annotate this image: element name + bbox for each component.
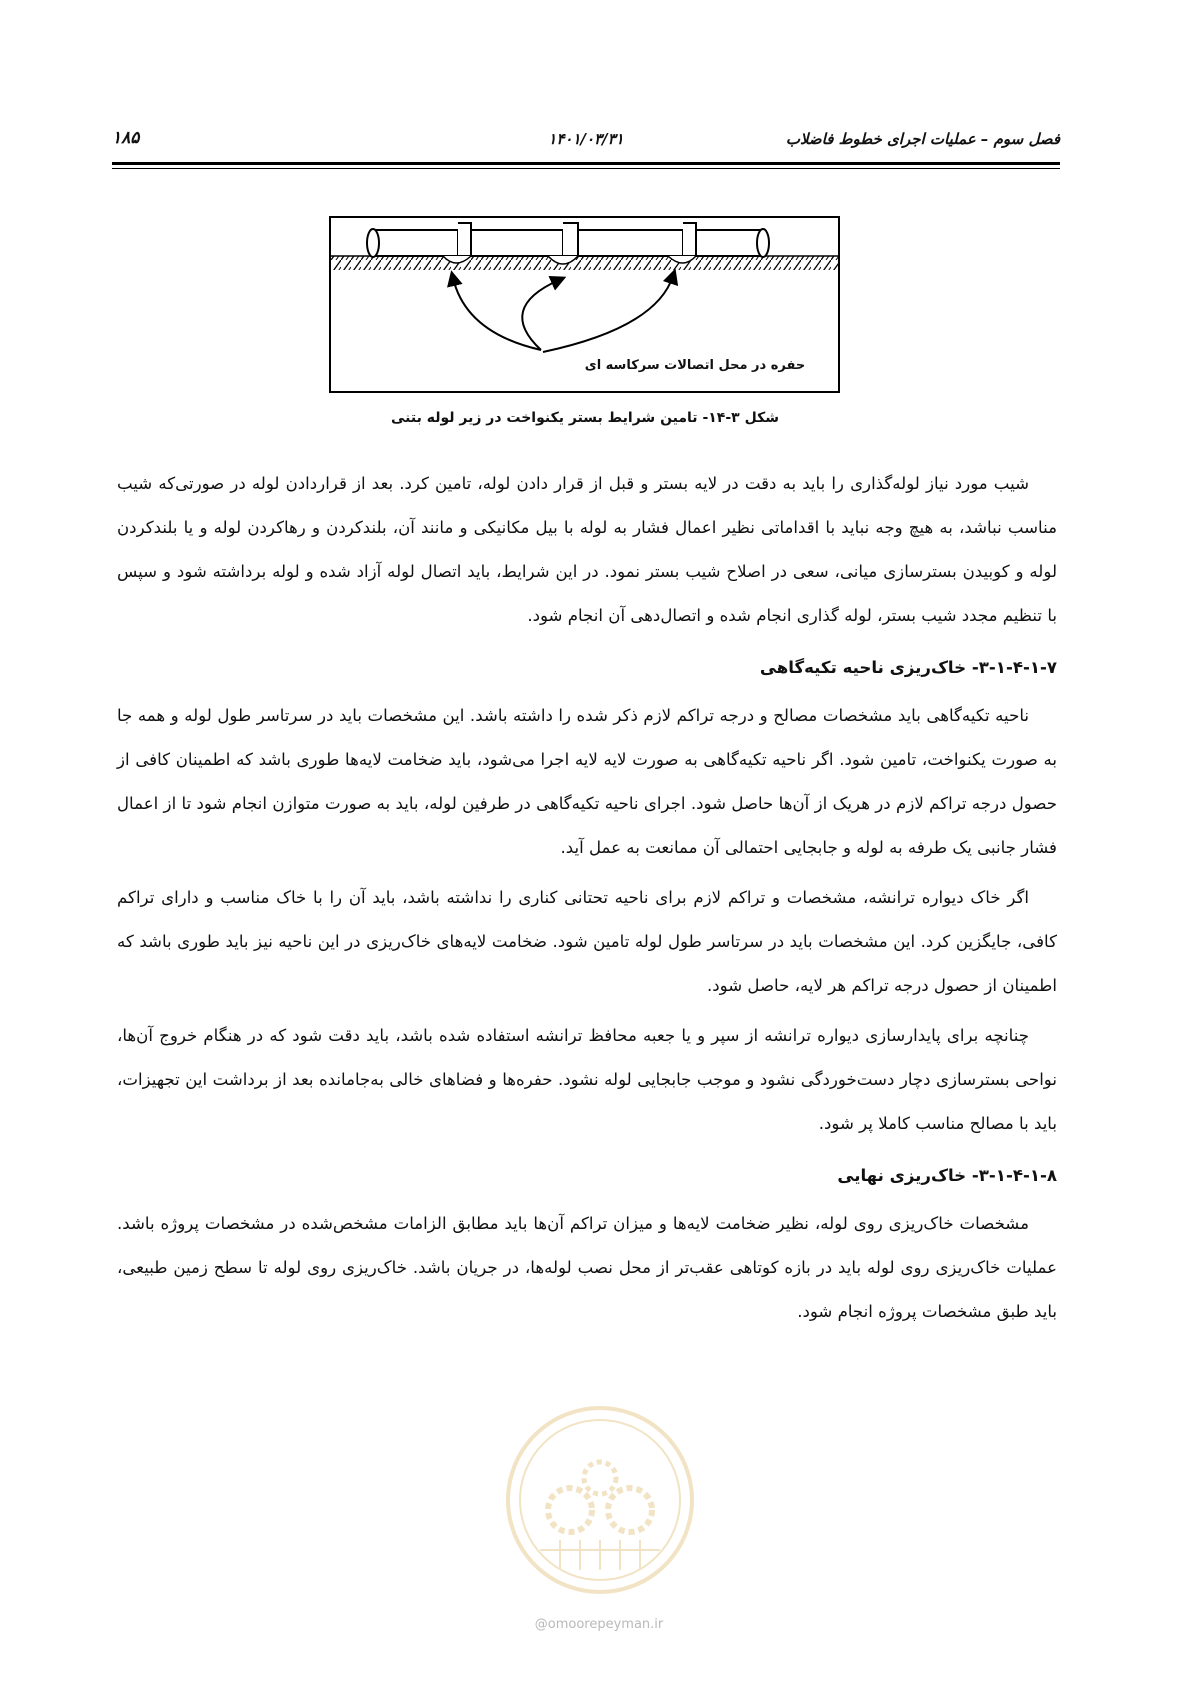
pipe-segment bbox=[471, 230, 563, 256]
pipe-bell bbox=[683, 223, 696, 256]
header-rule-thick bbox=[112, 162, 1060, 165]
arrow-right bbox=[543, 276, 673, 352]
pipe-segment bbox=[371, 230, 458, 256]
section-heading: ۳-۱-۴-۱-۸- خاک‌ریزی نهایی bbox=[837, 1166, 1057, 1185]
arrow-middle bbox=[522, 280, 559, 350]
figure-label: حفره در محل اتصالات سرکاسه ای bbox=[559, 358, 831, 373]
running-header bbox=[112, 126, 1060, 154]
pipe-bell bbox=[458, 223, 471, 256]
pipe-segment bbox=[696, 230, 763, 256]
chapter-title: فصل سوم – عملیات اجرای خطوط فاضلاب bbox=[785, 130, 1060, 148]
figure-caption: شکل ۳-۱۴- تامین شرایط بستر یکنواخت در زیر لوله بتنی bbox=[391, 410, 779, 426]
paragraph: شیب مورد نیاز لوله‌گذاری را باید به دقت در لایه بستر و قبل از قرار دادن لوله، تامین کرد. بعد از قراردادن لوله در صورتی‌که شیب مناسب نباشد، به هیچ وجه نباید با اقداماتی نظیر اعمال فشار به لوله با بیل مکانیکی و مانند آن، بلندکردن و رهاکردن لوله و یا بلندکردن لوله و کوبیدن بسترسازی میانی، سعی در اصلاح شیب بستر نمود. در این شرایط، باید اتصال لوله آزاد شده و لوله برداشته شود و سپس با تنظیم مجدد شیب بستر، لوله گذاری انجام شده و اتصال‌دهی آن انجام شود. bbox=[117, 474, 1057, 625]
arrow-left bbox=[453, 278, 541, 350]
paragraph: ناحیه تکیه‌گاهی باید مشخصات مصالح و درجه تراکم لازم ذکر شده را داشته باشد. این مشخصات باید در سرتاسر طول لوله و همه جا به صورت یکنواخت، تامین شود. اگر ناحیه تکیه‌گاهی به صورت لایه لایه اجرا می‌شود، باید ضخامت لایه‌ها طوری باشد که اطمینان کافی از حصول درجه تراکم لازم در هریک از آن‌ها حاصل شود. اجرای ناحیه تکیه‌گاهی در طرفین لوله، باید به صورت متوازن انجام شود تا از اعمال فشار جانبی یک طرفه به لوله و جابجایی احتمالی آن ممانعت به عمل آید. bbox=[117, 706, 1057, 857]
figure-pipe-bedding bbox=[329, 216, 840, 393]
paragraph: مشخصات خاک‌ریزی روی لوله، نظیر ضخامت لایه‌ها و میزان تراکم آن‌ها باید مطابق الزامات مشخص‌شده در مشخصات پروژه باشد. عملیات خاک‌ریزی روی لوله باید در بازه کوتاهی عقب‌تر از محل نصب لوله‌ها، در جریان باشد. خاک‌ریزی روی لوله تا سطح زمین طبیعی، باید طبق مشخصات پروژه انجام شود. bbox=[117, 1214, 1057, 1321]
pipe-segment bbox=[578, 230, 683, 256]
header-date: ۱۴۰۱/۰۳/۳۱ bbox=[548, 130, 624, 148]
watermark-logo bbox=[500, 1400, 700, 1600]
pipe-bell bbox=[563, 223, 578, 256]
pipe-end bbox=[757, 229, 769, 257]
body-text bbox=[117, 462, 1057, 1340]
pipe-end bbox=[367, 229, 379, 257]
watermark-url: @omoorepeyman.ir bbox=[534, 1617, 664, 1632]
header-rule-thin bbox=[112, 168, 1060, 169]
paragraph: اگر خاک دیواره ترانشه، مشخصات و تراکم لازم برای ناحیه تحتانی کناری را نداشته باشد، باید آن را با خاک مناسب و دارای تراکم کافی، جایگزین کرد. این مشخصات باید در سرتاسر طول لوله تامین شود. ضخامت لایه‌های خاک‌ریزی در این ناحیه نیز باید طوری باشد که اطمینان از حصول درجه تراکم هر لایه، حاصل شود. bbox=[117, 888, 1057, 995]
page-number: ۱۸۵ bbox=[112, 128, 140, 148]
ground-hatch bbox=[331, 256, 838, 270]
section-heading: ۳-۱-۴-۱-۷- خاک‌ریزی ناحیه تکیه‌گاهی bbox=[759, 658, 1057, 677]
paragraph: چنانچه برای پایدارسازی دیواره ترانشه از سپر و یا جعبه محافظ ترانشه استفاده شده باشد، باید دقت شود که در هنگام خروج آن‌ها، نواحی بسترسازی دچار دست‌خوردگی نشود و موجب جابجایی لوله نشود. حفره‌ها و فضاهای خالی به‌جامانده بعد از برداشت این تجهیزات، باید با مصالح مناسب کاملا پر شود. bbox=[117, 1026, 1057, 1133]
